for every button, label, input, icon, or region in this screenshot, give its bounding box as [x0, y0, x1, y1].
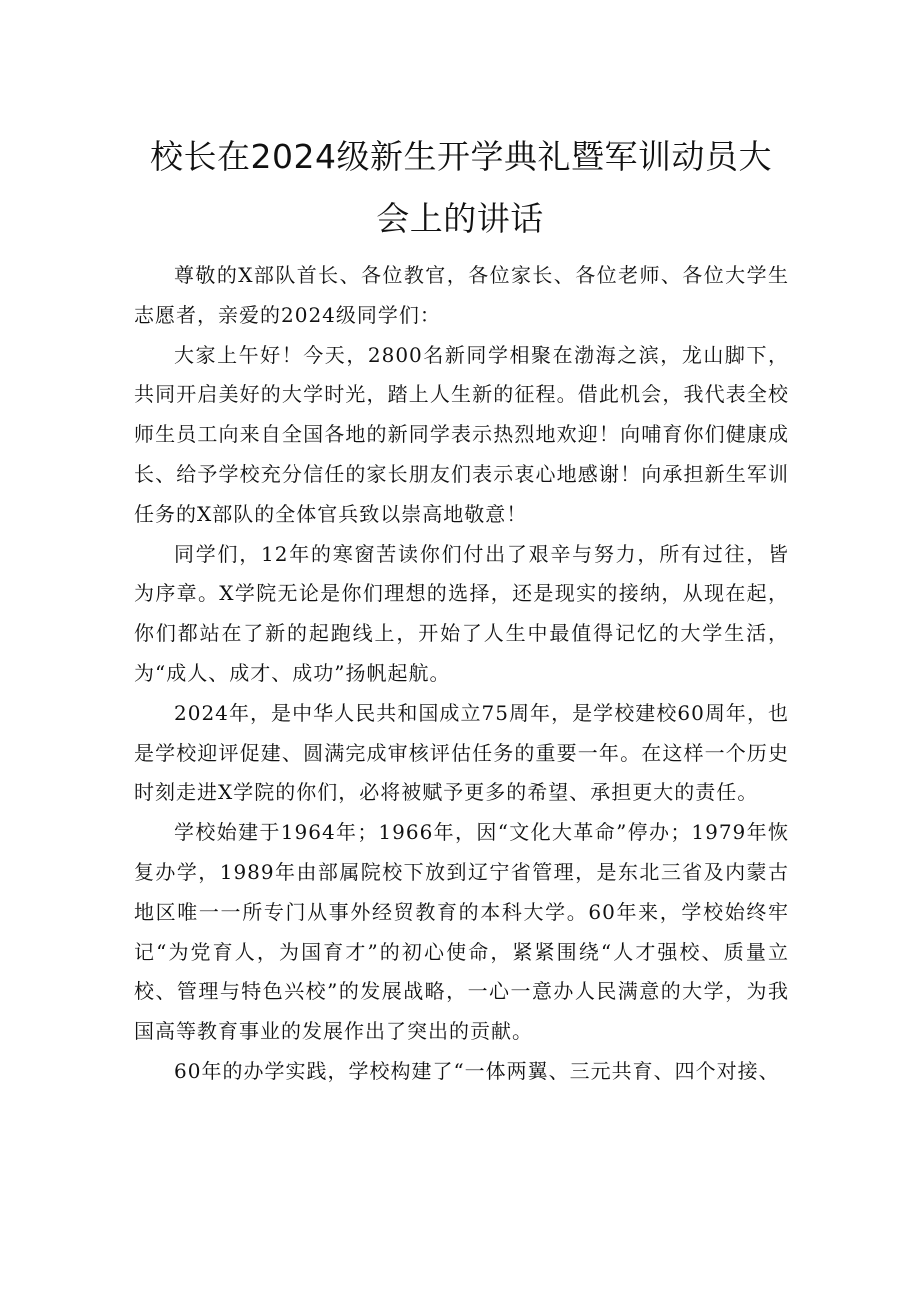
paragraph-new-start: 同学们，12年的寒窗苦读你们付出了艰辛与努力，所有过往，皆为序章。X学院无论是你们理想的选择，还是现实的接纳，从现在起，你们都站在了新的起跑线上，开始了人生中最值得记忆的大学生活，为“成人、成才、成功”扬帆起航。 [134, 541, 789, 685]
paragraph-anniversary: 2024年，是中华人民共和国成立75周年，是学校建校60周年，也是学校迎评促建、圆满完成审核评估任务的重要一年。在这样一个历史时刻走进X学院的你们，必将被赋予更多的希望、承担更大的责任。 [134, 700, 789, 805]
paragraph-salutation: 尊敬的X部队首长、各位教官，各位家长、各位老师、各位大学生志愿者，亲爱的2024级同学们： [134, 263, 789, 327]
speech-body [134, 256, 789, 1092]
paragraph-welcome: 大家上午好！今天，2800名新同学相聚在渤海之滨，龙山脚下，共同开启美好的大学时光，踏上人生新的征程。借此机会，我代表全校师生员工向来自全国各地的新同学表示热烈地欢迎！向哺育你们健康成长、给予学校充分信任的家长朋友们表示衷心地感谢！向承担新生军训任务的X部队的全体官兵致以崇高地敬意！ [134, 342, 789, 526]
paragraph-practice: 60年的办学实践，学校构建了“一体两翼、三元共育、四个对接、 [174, 1058, 780, 1083]
document-title [150, 126, 770, 250]
paragraph-school-history: 学校始建于1964年；1966年，因“文化大革命”停办；1979年恢复办学，1989年由部属院校下放到辽宁省管理，是东北三省及内蒙古地区唯一一所专门从事外经贸教育的本科大学。60年来，学校始终牢记“为党育人，为国育才”的初心使命，紧紧围绕“人才强校、质量立校、管理与特色兴校”的发展战略，一心一意办人民满意的大学，为我国高等教育事业的发展作出了突出的贡献。 [134, 820, 789, 1044]
title-line-1: 校长在2024级新生开学典礼暨军训动员大 [150, 137, 772, 176]
title-line-2: 会上的讲话 [376, 199, 544, 238]
